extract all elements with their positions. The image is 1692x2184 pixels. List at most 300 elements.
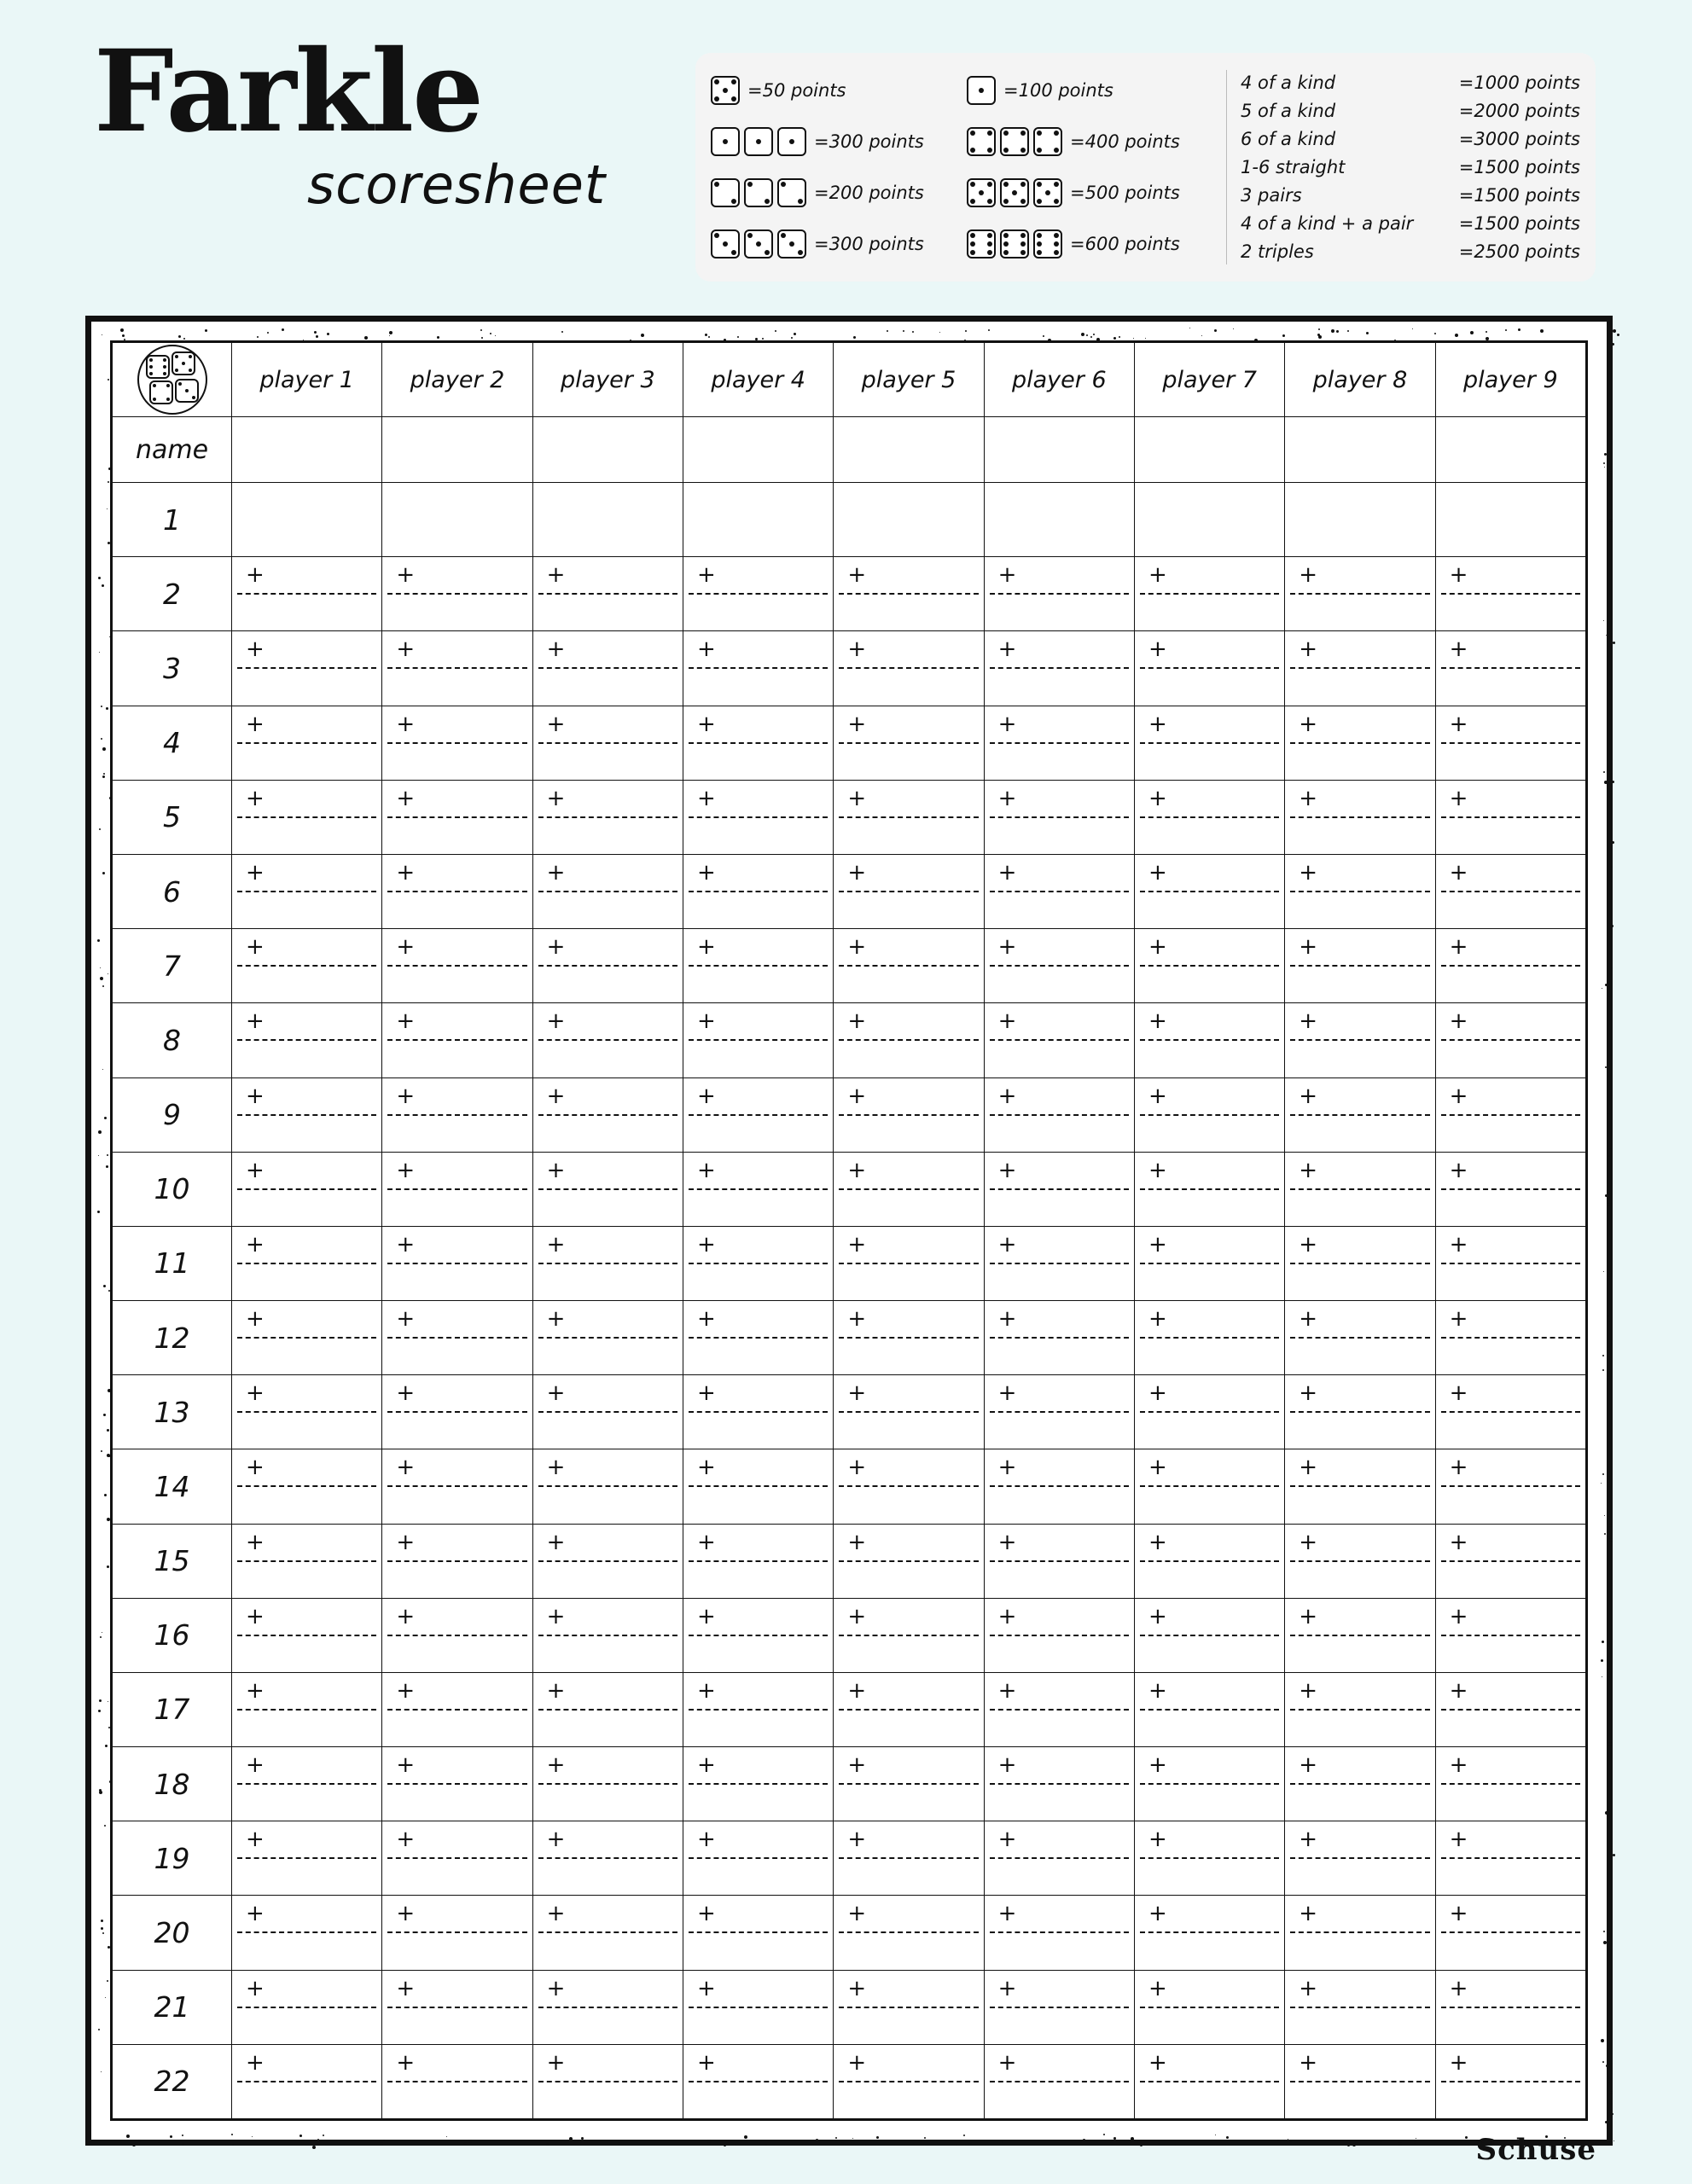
score-cell-r14-p8[interactable] <box>1285 1449 1435 1524</box>
table-body <box>113 417 1586 2119</box>
speckle-dot <box>99 1791 102 1794</box>
score-cell-r10-p2[interactable] <box>382 1152 532 1226</box>
score-cell-r2-p9[interactable] <box>1435 557 1585 631</box>
legend-dice-column <box>711 65 1221 270</box>
score-cell-r21-p8[interactable] <box>1285 1970 1435 2044</box>
score-cell-r8-p3[interactable] <box>532 1003 683 1077</box>
score-cell-r13-p9[interactable] <box>1435 1375 1585 1449</box>
speckle-dot <box>1455 334 1458 337</box>
score-cell-r11-p2[interactable] <box>382 1226 532 1300</box>
score-cell-r18-p7[interactable] <box>1134 1747 1284 1821</box>
score-cell-r5-p6[interactable] <box>984 780 1134 854</box>
score-cell-r7-p7[interactable] <box>1134 929 1284 1003</box>
dashed-write-line <box>538 1635 677 1636</box>
legend-scoring-entry <box>711 229 967 258</box>
score-cell-r5-p8[interactable] <box>1285 780 1435 854</box>
speckle-dot <box>464 2142 467 2145</box>
score-cell-r18-p9[interactable] <box>1435 1747 1585 1821</box>
score-cell-r15-p1[interactable] <box>232 1524 382 1598</box>
score-cell-r1-p7[interactable] <box>1134 483 1284 557</box>
speckle-dot <box>912 331 914 333</box>
score-cell-r13-p6[interactable] <box>984 1375 1134 1449</box>
score-cell-r12-p6[interactable] <box>984 1301 1134 1375</box>
dashed-write-line <box>237 1263 376 1264</box>
score-cell-r15-p9[interactable] <box>1435 1524 1585 1598</box>
plus-mark: + <box>1449 1603 1468 1629</box>
score-cell-r19-p8[interactable] <box>1285 1821 1435 1896</box>
score-cell-r21-p6[interactable] <box>984 1970 1134 2044</box>
score-cell-r8-p6[interactable] <box>984 1003 1134 1077</box>
name-input-cell-p4[interactable] <box>683 417 833 483</box>
speckle-dot <box>1201 335 1202 336</box>
score-cell-r20-p8[interactable] <box>1285 1896 1435 1970</box>
score-cell-r12-p5[interactable] <box>834 1301 984 1375</box>
plus-mark: + <box>246 1529 265 1555</box>
score-cell-r20-p5[interactable] <box>834 1896 984 1970</box>
die-5-icon <box>711 76 740 105</box>
score-cell-r11-p5[interactable] <box>834 1226 984 1300</box>
round-label-4: 4 <box>113 706 232 780</box>
speckle-dot <box>1277 2140 1279 2141</box>
legend-entry-value: =50 points <box>747 80 846 101</box>
score-cell-r13-p5[interactable] <box>834 1375 984 1449</box>
score-cell-r10-p7[interactable] <box>1134 1152 1284 1226</box>
score-cell-r12-p9[interactable] <box>1435 1301 1585 1375</box>
dashed-write-line <box>538 2081 677 2082</box>
score-cell-r4-p1[interactable] <box>232 706 382 780</box>
dashed-write-line <box>990 1039 1129 1041</box>
score-cell-r16-p2[interactable] <box>382 1598 532 1672</box>
score-cell-r1-p8[interactable] <box>1285 483 1435 557</box>
score-cell-r13-p2[interactable] <box>382 1375 532 1449</box>
score-cell-r13-p3[interactable] <box>532 1375 683 1449</box>
score-cell-r21-p9[interactable] <box>1435 1970 1585 2044</box>
score-cell-r12-p4[interactable] <box>683 1301 833 1375</box>
plus-mark: + <box>847 860 867 886</box>
plus-mark: + <box>696 1455 716 1481</box>
score-cell-r6-p4[interactable] <box>683 855 833 929</box>
score-cell-r7-p4[interactable] <box>683 929 833 1003</box>
score-cell-r12-p8[interactable] <box>1285 1301 1435 1375</box>
speckle-dot <box>1612 841 1614 844</box>
score-cell-r14-p7[interactable] <box>1134 1449 1284 1524</box>
plus-mark: + <box>246 1455 265 1481</box>
score-cell-r14-p9[interactable] <box>1435 1449 1585 1524</box>
plus-mark: + <box>1449 1975 1468 2001</box>
plus-mark: + <box>396 1975 416 2001</box>
score-cell-r14-p5[interactable] <box>834 1449 984 1524</box>
name-input-cell-p5[interactable] <box>834 417 984 483</box>
speckle-dot <box>1602 1355 1604 1356</box>
score-cell-r8-p5[interactable] <box>834 1003 984 1077</box>
speckle-dot <box>1611 866 1613 868</box>
score-cell-r7-p6[interactable] <box>984 929 1134 1003</box>
score-cell-r8-p8[interactable] <box>1285 1003 1435 1077</box>
speckle-dot <box>102 747 106 751</box>
score-cell-r8-p4[interactable] <box>683 1003 833 1077</box>
score-cell-r20-p1[interactable] <box>232 1896 382 1970</box>
speckle-dot <box>101 1927 103 1930</box>
score-cell-r21-p3[interactable] <box>532 1970 683 2044</box>
legend-scoring-entry <box>967 127 1221 156</box>
score-cell-r15-p8[interactable] <box>1285 1524 1435 1598</box>
name-input-cell-p2[interactable] <box>382 417 532 483</box>
score-cell-r12-p2[interactable] <box>382 1301 532 1375</box>
score-cell-r14-p2[interactable] <box>382 1449 532 1524</box>
score-cell-r22-p8[interactable] <box>1285 2044 1435 2118</box>
score-cell-r2-p2[interactable] <box>382 557 532 631</box>
dashed-write-line <box>990 1188 1129 1190</box>
score-cell-r5-p4[interactable] <box>683 780 833 854</box>
legend-row <box>711 169 1221 217</box>
score-cell-r15-p6[interactable] <box>984 1524 1134 1598</box>
legend-entry-value: =500 points <box>1070 183 1180 203</box>
score-cell-r21-p4[interactable] <box>683 1970 833 2044</box>
score-cell-r2-p3[interactable] <box>532 557 683 631</box>
score-cell-r7-p1[interactable] <box>232 929 382 1003</box>
score-cell-r13-p8[interactable] <box>1285 1375 1435 1449</box>
score-cell-r2-p6[interactable] <box>984 557 1134 631</box>
score-cell-r19-p3[interactable] <box>532 1821 683 1896</box>
score-cell-r11-p9[interactable] <box>1435 1226 1585 1300</box>
score-cell-r9-p9[interactable] <box>1435 1077 1585 1152</box>
score-cell-r9-p4[interactable] <box>683 1077 833 1152</box>
speckle-dot <box>107 1429 109 1432</box>
score-cell-r21-p2[interactable] <box>382 1970 532 2044</box>
score-cell-r7-p8[interactable] <box>1285 929 1435 1003</box>
dashed-write-line <box>538 816 677 818</box>
speckle-dot <box>107 1518 110 1521</box>
score-cell-r15-p5[interactable] <box>834 1524 984 1598</box>
score-cell-r3-p8[interactable] <box>1285 631 1435 706</box>
score-cell-r10-p1[interactable] <box>232 1152 382 1226</box>
score-cell-r5-p9[interactable] <box>1435 780 1585 854</box>
plus-mark: + <box>546 1529 566 1555</box>
score-cell-r19-p1[interactable] <box>232 1821 382 1896</box>
plus-mark: + <box>696 711 716 737</box>
score-cell-r16-p8[interactable] <box>1285 1598 1435 1672</box>
score-cell-r18-p2[interactable] <box>382 1747 532 1821</box>
plus-mark: + <box>696 934 716 961</box>
score-cell-r2-p7[interactable] <box>1134 557 1284 631</box>
score-cell-r17-p3[interactable] <box>532 1672 683 1746</box>
score-cell-r3-p1[interactable] <box>232 631 382 706</box>
dashed-write-line <box>387 2081 526 2082</box>
speckle-dot <box>903 330 904 332</box>
score-cell-r21-p5[interactable] <box>834 1970 984 2044</box>
score-cell-r6-p3[interactable] <box>532 855 683 929</box>
plus-mark: + <box>997 636 1017 663</box>
score-cell-r19-p7[interactable] <box>1134 1821 1284 1896</box>
plus-mark: + <box>546 1231 566 1258</box>
speckle-dot <box>99 828 101 830</box>
score-cell-r9-p2[interactable] <box>382 1077 532 1152</box>
score-cell-r18-p5[interactable] <box>834 1747 984 1821</box>
plus-mark: + <box>1148 1901 1167 1927</box>
score-cell-r10-p6[interactable] <box>984 1152 1134 1226</box>
speckle-dot <box>1093 334 1095 335</box>
plus-mark: + <box>1449 1827 1468 1853</box>
score-cell-r4-p9[interactable] <box>1435 706 1585 780</box>
score-cell-r22-p7[interactable] <box>1134 2044 1284 2118</box>
score-cell-r3-p2[interactable] <box>382 631 532 706</box>
score-cell-r22-p9[interactable] <box>1435 2044 1585 2118</box>
speckle-dot <box>364 336 368 340</box>
score-cell-r5-p1[interactable] <box>232 780 382 854</box>
score-cell-r3-p5[interactable] <box>834 631 984 706</box>
dashed-write-line <box>1140 1709 1279 1711</box>
score-cell-r11-p3[interactable] <box>532 1226 683 1300</box>
score-cell-r9-p5[interactable] <box>834 1077 984 1152</box>
score-cell-r10-p9[interactable] <box>1435 1152 1585 1226</box>
score-cell-r1-p3[interactable] <box>532 483 683 557</box>
dashed-write-line <box>538 1337 677 1339</box>
plus-mark: + <box>1299 711 1318 737</box>
score-cell-r3-p6[interactable] <box>984 631 1134 706</box>
score-cell-r2-p5[interactable] <box>834 557 984 631</box>
score-cell-r22-p2[interactable] <box>382 2044 532 2118</box>
score-cell-r18-p8[interactable] <box>1285 1747 1435 1821</box>
score-cell-r1-p5[interactable] <box>834 483 984 557</box>
dashed-write-line <box>689 1188 828 1190</box>
score-cell-r7-p3[interactable] <box>532 929 683 1003</box>
dashed-write-line <box>387 1114 526 1116</box>
score-cell-r6-p2[interactable] <box>382 855 532 929</box>
score-cell-r14-p3[interactable] <box>532 1449 683 1524</box>
score-cell-r4-p2[interactable] <box>382 706 532 780</box>
score-cell-r20-p7[interactable] <box>1134 1896 1284 1970</box>
score-cell-r22-p4[interactable] <box>683 2044 833 2118</box>
score-cell-r2-p8[interactable] <box>1285 557 1435 631</box>
speckle-dot <box>794 333 796 335</box>
score-cell-r20-p2[interactable] <box>382 1896 532 1970</box>
score-cell-r20-p9[interactable] <box>1435 1896 1585 1970</box>
score-cell-r5-p2[interactable] <box>382 780 532 854</box>
score-cell-r19-p5[interactable] <box>834 1821 984 1896</box>
score-cell-r16-p5[interactable] <box>834 1598 984 1672</box>
score-cell-r7-p2[interactable] <box>382 929 532 1003</box>
name-input-cell-p9[interactable] <box>1435 417 1585 483</box>
score-cell-r19-p9[interactable] <box>1435 1821 1585 1896</box>
name-input-cell-p8[interactable] <box>1285 417 1435 483</box>
score-cell-r20-p3[interactable] <box>532 1896 683 1970</box>
score-cell-r6-p7[interactable] <box>1134 855 1284 929</box>
speckle-dot <box>380 2142 383 2146</box>
score-cell-r22-p6[interactable] <box>984 2044 1134 2118</box>
score-cell-r11-p1[interactable] <box>232 1226 382 1300</box>
score-cell-r20-p4[interactable] <box>683 1896 833 1970</box>
score-cell-r11-p4[interactable] <box>683 1226 833 1300</box>
plus-mark: + <box>546 785 566 811</box>
score-cell-r8-p2[interactable] <box>382 1003 532 1077</box>
speckle-dot <box>97 939 100 942</box>
dashed-write-line <box>990 1263 1129 1264</box>
score-cell-r22-p1[interactable] <box>232 2044 382 2118</box>
score-cell-r9-p7[interactable] <box>1134 1077 1284 1152</box>
dashed-write-line <box>1441 742 1580 744</box>
plus-mark: + <box>1148 1975 1167 2001</box>
speckle-dot <box>98 1155 99 1156</box>
name-input-cell-p7[interactable] <box>1134 417 1284 483</box>
score-cell-r5-p3[interactable] <box>532 780 683 854</box>
speckle-dot <box>107 1980 108 1982</box>
score-cell-r15-p7[interactable] <box>1134 1524 1284 1598</box>
score-cell-r13-p1[interactable] <box>232 1375 382 1449</box>
score-cell-r20-p6[interactable] <box>984 1896 1134 1970</box>
round-label-10: 10 <box>113 1152 232 1226</box>
score-cell-r3-p3[interactable] <box>532 631 683 706</box>
score-cell-r18-p3[interactable] <box>532 1747 683 1821</box>
score-cell-r13-p7[interactable] <box>1134 1375 1284 1449</box>
score-cell-r2-p1[interactable] <box>232 557 382 631</box>
score-cell-r6-p5[interactable] <box>834 855 984 929</box>
score-cell-r22-p5[interactable] <box>834 2044 984 2118</box>
plus-mark: + <box>1148 1083 1167 1109</box>
score-cell-r8-p9[interactable] <box>1435 1003 1585 1077</box>
plus-mark: + <box>847 636 867 663</box>
score-cell-r1-p6[interactable] <box>984 483 1134 557</box>
score-cell-r22-p3[interactable] <box>532 2044 683 2118</box>
score-cell-r15-p4[interactable] <box>683 1524 833 1598</box>
score-cell-r21-p7[interactable] <box>1134 1970 1284 2044</box>
score-cell-r18-p4[interactable] <box>683 1747 833 1821</box>
score-cell-r9-p1[interactable] <box>232 1077 382 1152</box>
score-cell-r10-p5[interactable] <box>834 1152 984 1226</box>
score-cell-r3-p7[interactable] <box>1134 631 1284 706</box>
dashed-write-line <box>1441 1188 1580 1190</box>
score-cell-r14-p4[interactable] <box>683 1449 833 1524</box>
score-cell-r9-p6[interactable] <box>984 1077 1134 1152</box>
score-cell-r16-p9[interactable] <box>1435 1598 1585 1672</box>
score-cell-r16-p7[interactable] <box>1134 1598 1284 1672</box>
score-cell-r16-p1[interactable] <box>232 1598 382 1672</box>
speckle-dot <box>323 2135 324 2136</box>
score-cell-r17-p8[interactable] <box>1285 1672 1435 1746</box>
score-cell-r21-p1[interactable] <box>232 1970 382 2044</box>
score-cell-r12-p1[interactable] <box>232 1301 382 1375</box>
score-cell-r1-p4[interactable] <box>683 483 833 557</box>
score-cell-r15-p2[interactable] <box>382 1524 532 1598</box>
plus-mark: + <box>696 1157 716 1183</box>
score-cell-r17-p1[interactable] <box>232 1672 382 1746</box>
speckle-dot <box>1119 336 1120 338</box>
score-cell-r7-p9[interactable] <box>1435 929 1585 1003</box>
plus-mark: + <box>997 1380 1017 1407</box>
score-cell-r7-p5[interactable] <box>834 929 984 1003</box>
speckle-dot <box>1613 642 1615 644</box>
score-cell-r17-p2[interactable] <box>382 1672 532 1746</box>
speckle-dot <box>762 338 764 340</box>
dashed-write-line <box>237 2081 376 2082</box>
score-cell-r17-p4[interactable] <box>683 1672 833 1746</box>
plus-mark: + <box>696 1603 716 1629</box>
score-cell-r10-p8[interactable] <box>1285 1152 1435 1226</box>
score-cell-r10-p4[interactable] <box>683 1152 833 1226</box>
name-input-cell-p3[interactable] <box>532 417 683 483</box>
score-cell-r16-p4[interactable] <box>683 1598 833 1672</box>
speckle-dot <box>257 336 259 338</box>
player-column-header-4: player 4 <box>683 343 833 417</box>
dashed-write-line <box>839 667 978 669</box>
speckle-dot <box>1612 2113 1614 2115</box>
dashed-write-line <box>839 1857 978 1859</box>
score-cell-r14-p1[interactable] <box>232 1449 382 1524</box>
score-cell-r5-p5[interactable] <box>834 780 984 854</box>
dashed-write-line <box>237 593 376 595</box>
score-cell-r6-p9[interactable] <box>1435 855 1585 929</box>
score-cell-r11-p8[interactable] <box>1285 1226 1435 1300</box>
score-cell-r2-p4[interactable] <box>683 557 833 631</box>
score-cell-r1-p1[interactable] <box>232 483 382 557</box>
legend-scoring-entry <box>711 76 967 105</box>
score-cell-r19-p6[interactable] <box>984 1821 1134 1896</box>
dashed-write-line <box>839 742 978 744</box>
speckle-dot <box>317 2139 319 2140</box>
score-cell-r16-p3[interactable] <box>532 1598 683 1672</box>
score-cell-r10-p3[interactable] <box>532 1152 683 1226</box>
score-cell-r5-p7[interactable] <box>1134 780 1284 854</box>
score-cell-r8-p7[interactable] <box>1134 1003 1284 1077</box>
speckle-dot <box>1601 1659 1603 1662</box>
score-cell-r3-p9[interactable] <box>1435 631 1585 706</box>
dashed-write-line <box>237 1635 376 1636</box>
score-cell-r6-p8[interactable] <box>1285 855 1435 929</box>
score-cell-r9-p8[interactable] <box>1285 1077 1435 1152</box>
score-cell-r17-p9[interactable] <box>1435 1672 1585 1746</box>
score-cell-r4-p6[interactable] <box>984 706 1134 780</box>
score-cell-r4-p8[interactable] <box>1285 706 1435 780</box>
score-cell-r4-p3[interactable] <box>532 706 683 780</box>
score-cell-r17-p5[interactable] <box>834 1672 984 1746</box>
dashed-write-line <box>1290 2007 1429 2008</box>
score-cell-r1-p9[interactable] <box>1435 483 1585 557</box>
score-cell-r9-p3[interactable] <box>532 1077 683 1152</box>
score-cell-r19-p2[interactable] <box>382 1821 532 1896</box>
score-cell-r19-p4[interactable] <box>683 1821 833 1896</box>
speckle-dot <box>1610 2091 1613 2094</box>
speckle-dot <box>383 2140 385 2141</box>
score-cell-r4-p5[interactable] <box>834 706 984 780</box>
score-cell-r6-p6[interactable] <box>984 855 1134 929</box>
score-cell-r16-p6[interactable] <box>984 1598 1134 1672</box>
plus-mark: + <box>847 1901 867 1927</box>
score-cell-r18-p1[interactable] <box>232 1747 382 1821</box>
speckle-dot <box>1603 462 1605 464</box>
dashed-write-line <box>237 1709 376 1711</box>
name-input-cell-p1[interactable] <box>232 417 382 483</box>
table-row <box>113 1821 1586 1896</box>
score-cell-r12-p3[interactable] <box>532 1301 683 1375</box>
score-cell-r11-p6[interactable] <box>984 1226 1134 1300</box>
score-cell-r17-p6[interactable] <box>984 1672 1134 1746</box>
score-cell-r14-p6[interactable] <box>984 1449 1134 1524</box>
die-2-icon <box>777 178 806 207</box>
score-cell-r8-p1[interactable] <box>232 1003 382 1077</box>
name-input-cell-p6[interactable] <box>984 417 1134 483</box>
score-cell-r17-p7[interactable] <box>1134 1672 1284 1746</box>
score-cell-r1-p2[interactable] <box>382 483 532 557</box>
score-cell-r13-p4[interactable] <box>683 1375 833 1449</box>
score-cell-r18-p6[interactable] <box>984 1747 1134 1821</box>
round-label-7: 7 <box>113 929 232 1003</box>
score-cell-r4-p7[interactable] <box>1134 706 1284 780</box>
score-cell-r4-p4[interactable] <box>683 706 833 780</box>
score-cell-r6-p1[interactable] <box>232 855 382 929</box>
score-cell-r11-p7[interactable] <box>1134 1226 1284 1300</box>
score-cell-r15-p3[interactable] <box>532 1524 683 1598</box>
score-cell-r3-p4[interactable] <box>683 631 833 706</box>
score-cell-r12-p7[interactable] <box>1134 1301 1284 1375</box>
